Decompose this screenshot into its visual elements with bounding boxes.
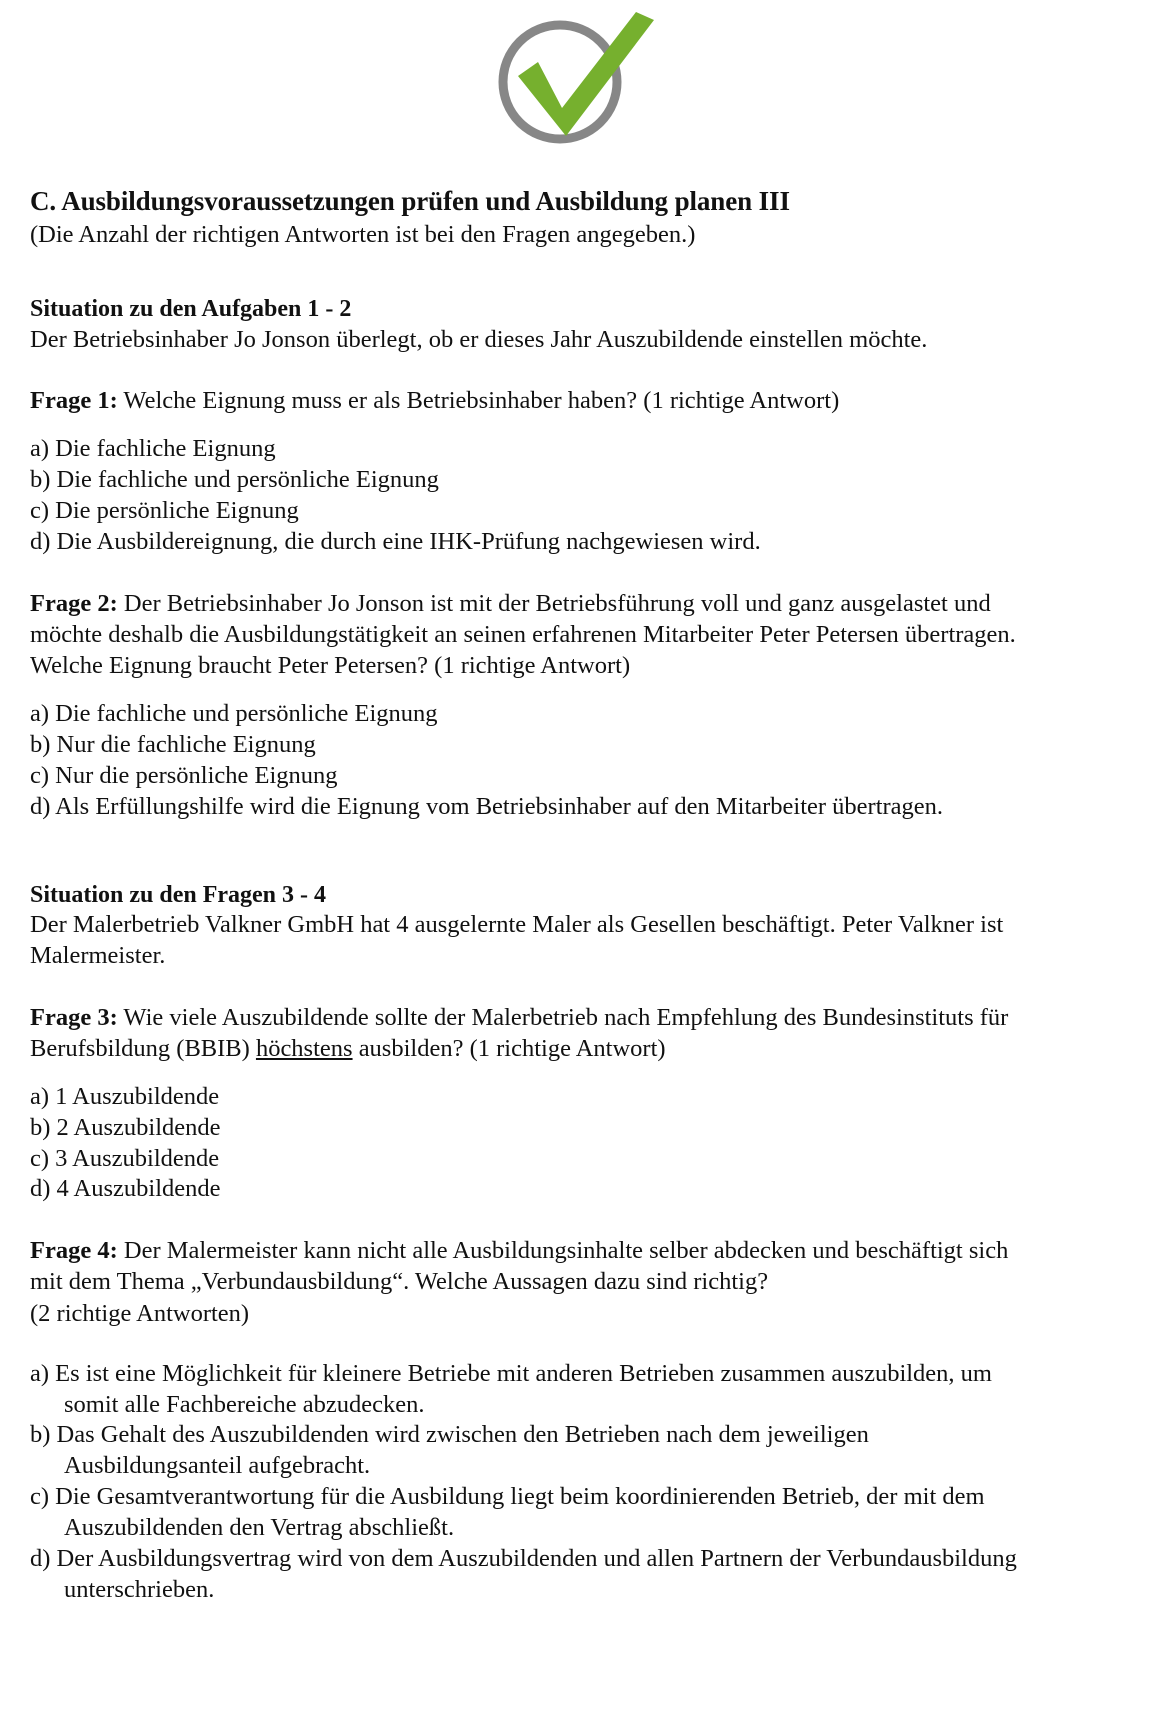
question-1-label: Frage 1: bbox=[30, 387, 118, 415]
question-3-underlined-word: höchstens bbox=[255, 1034, 353, 1062]
section-heading-situation-1: Situation zu den Aufgaben 1 - 2 bbox=[30, 296, 352, 323]
question-1-text: Welche Eignung muss er als Betriebsinhaber haben? (1 richtige Antwort) bbox=[117, 387, 840, 415]
option-item[interactable]: d) Als Erfüllungshilfe wird die Eignung vom Betriebsinhaber auf den Mitarbeiter übertragen. bbox=[30, 792, 944, 820]
document-subtitle: (Die Anzahl der richtigen Antworten ist bei den Fragen angegeben.) bbox=[30, 220, 696, 248]
question-2 bbox=[30, 588, 1040, 681]
question-3-text-before: Wie viele Auszubildende sollte der Malerbetrieb nach Empfehlung des Bundesinstituts für Berufsbildung (BBIB) bbox=[30, 1003, 1009, 1062]
question-1-options bbox=[30, 434, 1040, 557]
question-4-text: Der Malermeister kann nicht alle Ausbildungsinhalte selber abdecken und beschäftigt sich mit dem Thema „Verbundausbildung“. Welche Aussagen dazu sind richtig? bbox=[30, 1237, 1009, 1296]
section-text-situation-2: Der Malerbetrieb Valkner GmbH hat 4 ausgelernte Maler als Gesellen beschäftigt. Peter Valkner ist Malermeister. bbox=[30, 910, 1004, 969]
question-2-text: Der Betriebsinhaber Jo Jonson ist mit der Betriebsführung voll und ganz ausgelastet und möchte deshalb die Ausbildungstätigkeit an seinen erfahrenen Mitarbeiter Peter Petersen übertragen. Welche Eignung braucht Peter Petersen? (1 richtige Antwort) bbox=[30, 589, 1016, 680]
option-item[interactable]: b) Nur die fachliche Eignung bbox=[30, 731, 316, 759]
question-4-answer-count-note: (2 richtige Antworten) bbox=[30, 1299, 250, 1327]
option-item[interactable]: b) 2 Auszubildende bbox=[30, 1113, 221, 1141]
option-item[interactable]: c) 3 Auszubildende bbox=[30, 1144, 220, 1172]
question-3-label: Frage 3: bbox=[30, 1003, 118, 1031]
question-3-options bbox=[30, 1082, 1040, 1205]
logo-area bbox=[0, 0, 1151, 152]
option-item[interactable]: a) Die fachliche Eignung bbox=[30, 435, 276, 463]
question-3 bbox=[30, 1002, 1040, 1064]
option-item[interactable]: b) Die fachliche und persönliche Eignung bbox=[30, 466, 439, 494]
option-item[interactable]: d) Der Ausbildungsvertrag wird von dem Auszubildenden und allen Partnern der Verbundausbildung unterschrieben. bbox=[30, 1544, 1017, 1603]
question-2-label: Frage 2: bbox=[30, 589, 118, 617]
document-content bbox=[30, 186, 1040, 1606]
option-item[interactable]: a) 1 Auszubildende bbox=[30, 1082, 220, 1110]
option-item[interactable]: d) 4 Auszubildende bbox=[30, 1175, 221, 1203]
section-heading-situation-2: Situation zu den Fragen 3 - 4 bbox=[30, 881, 327, 908]
question-4-options bbox=[30, 1359, 1040, 1606]
section-text-situation-1: Der Betriebsinhaber Jo Jonson überlegt, ob er dieses Jahr Auszubildende einstellen möchte. bbox=[30, 325, 928, 353]
option-item[interactable]: a) Die fachliche und persönliche Eignung bbox=[30, 700, 438, 728]
page-title: C. Ausbildungsvoraussetzungen prüfen und Ausbildung planen III bbox=[30, 186, 790, 216]
question-3-text-after: ausbilden? (1 richtige Antwort) bbox=[352, 1034, 666, 1062]
question-4 bbox=[30, 1235, 1040, 1297]
question-1 bbox=[30, 385, 1040, 416]
option-item[interactable]: c) Die Gesamtverantwortung für die Ausbildung liegt beim koordinierenden Betrieb, der mit dem Auszubildenden den Vertrag abschließt. bbox=[30, 1483, 985, 1541]
question-4-label: Frage 4: bbox=[30, 1237, 118, 1265]
option-item[interactable]: c) Die persönliche Eignung bbox=[30, 497, 299, 525]
green-check-circle-icon bbox=[486, 6, 666, 152]
question-2-options bbox=[30, 699, 1040, 822]
option-item[interactable]: a) Es ist eine Möglichkeit für kleinere Betriebe mit anderen Betrieben zusammen auszubilden, um somit alle Fachbereiche abzudecken. bbox=[30, 1359, 992, 1418]
option-item[interactable]: d) Die Ausbildereignung, die durch eine IHK-Prüfung nachgewiesen wird. bbox=[30, 528, 761, 556]
option-item[interactable]: b) Das Gehalt des Auszubildenden wird zwischen den Betrieben nach dem jeweiligen Ausbildungsanteil aufgebracht. bbox=[30, 1421, 869, 1480]
option-item[interactable]: c) Nur die persönliche Eignung bbox=[30, 761, 338, 789]
